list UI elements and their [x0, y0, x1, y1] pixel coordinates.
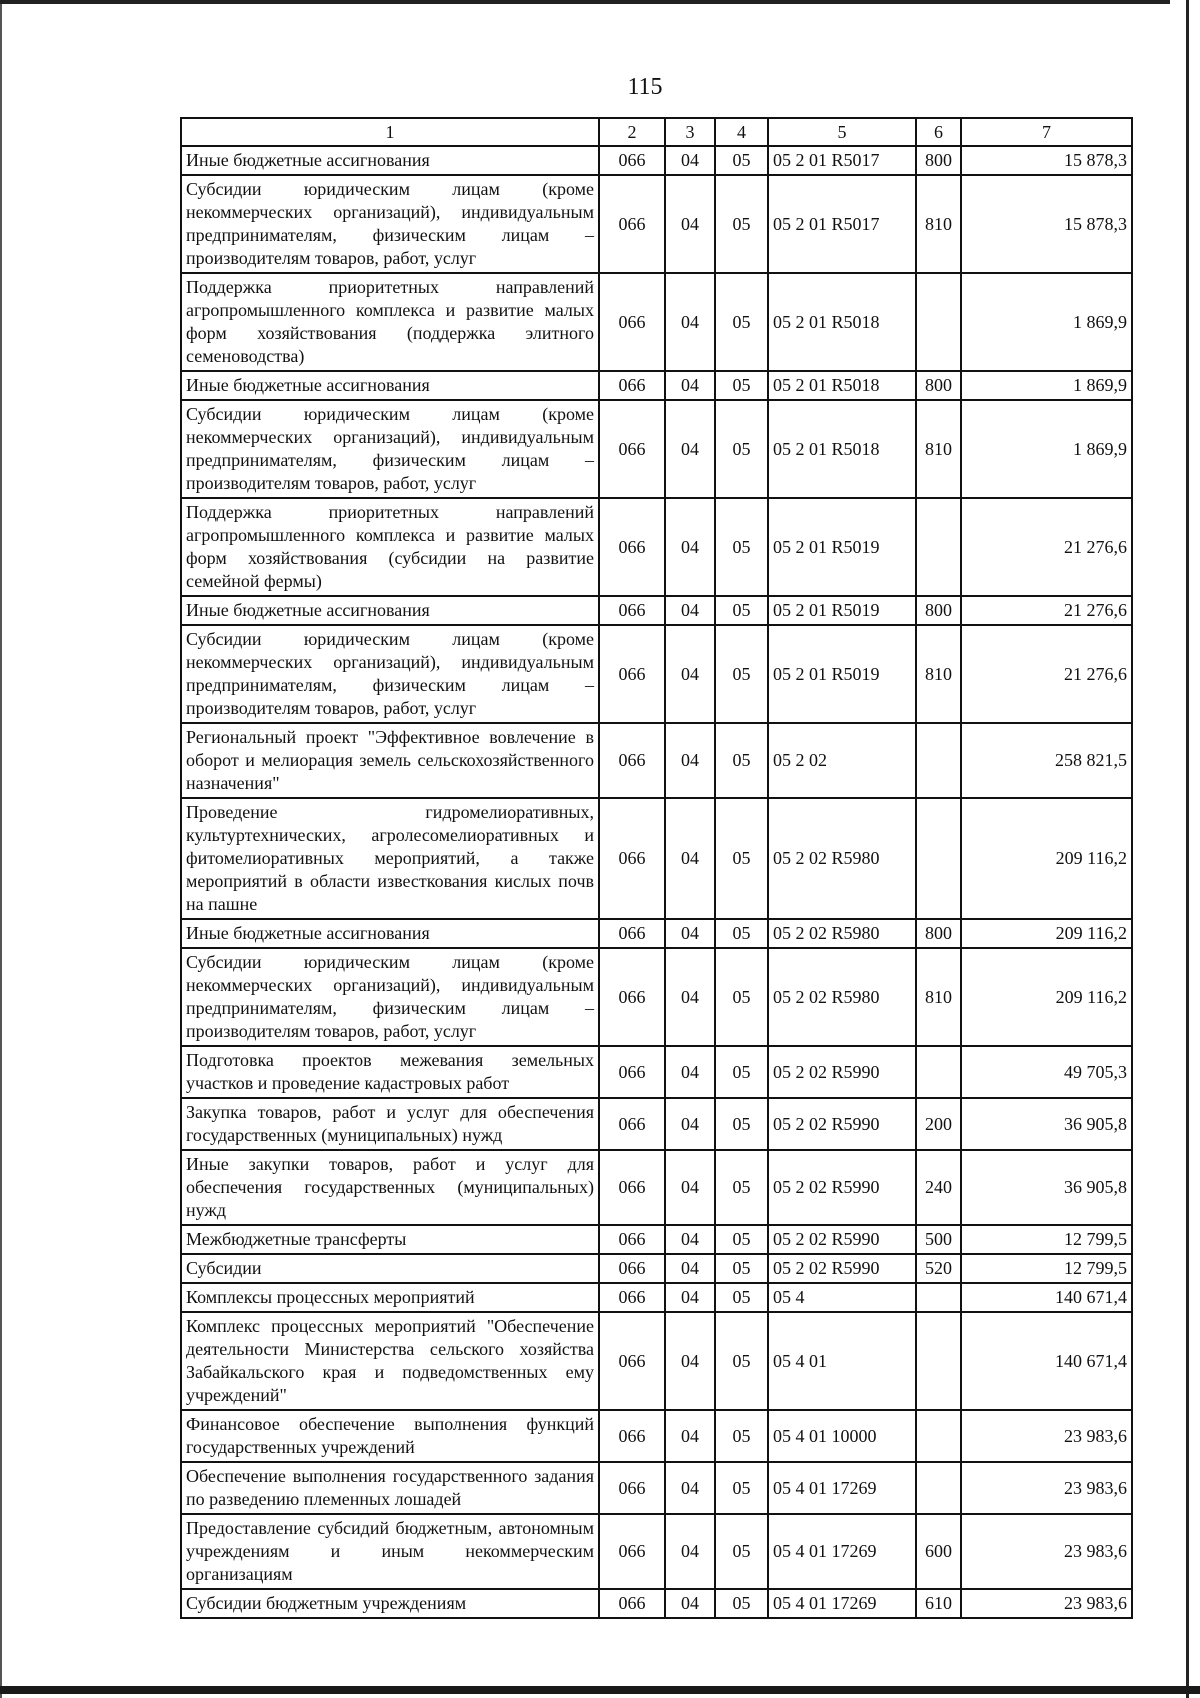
item-name-cell: Субсидии юридическим лицам (кроме некоммерческих организаций), индивидуальным предпринимателям, физическим лицам – производителям товаров, работ, услуг [181, 175, 599, 273]
item-name-cell: Региональный проект "Эффективное вовлечение в оборот и мелиорация земель сельскохозяйственного назначения" [181, 723, 599, 798]
expense-type-cell: 610 [916, 1589, 961, 1618]
table-row [181, 1150, 1132, 1225]
ministry-code-cell: 066 [599, 273, 665, 371]
ministry-code-cell: 066 [599, 1462, 665, 1514]
subsection-code-cell: 05 [715, 146, 768, 175]
section-code-cell: 04 [665, 1098, 715, 1150]
target-article-cell: 05 4 [768, 1283, 916, 1312]
subsection-code-cell: 05 [715, 1098, 768, 1150]
amount-cell: 1 869,9 [961, 400, 1132, 498]
item-name-cell: Иные бюджетные ассигнования [181, 596, 599, 625]
expense-type-cell [916, 1312, 961, 1410]
column-header: 4 [715, 118, 768, 146]
target-article-cell: 05 4 01 17269 [768, 1514, 916, 1589]
subsection-code-cell: 05 [715, 1514, 768, 1589]
ministry-code-cell: 066 [599, 1254, 665, 1283]
subsection-code-cell: 05 [715, 625, 768, 723]
table-row [181, 1514, 1132, 1589]
expense-type-cell: 810 [916, 625, 961, 723]
ministry-code-cell: 066 [599, 919, 665, 948]
table-row [181, 273, 1132, 371]
amount-cell: 209 116,2 [961, 798, 1132, 919]
item-name-cell: Иные закупки товаров, работ и услуг для обеспечения государственных (муниципальных) нужд [181, 1150, 599, 1225]
section-code-cell: 04 [665, 1254, 715, 1283]
target-article-cell: 05 2 01 R5019 [768, 625, 916, 723]
section-code-cell: 04 [665, 1150, 715, 1225]
item-name-cell: Подготовка проектов межевания земельных участков и проведение кадастровых работ [181, 1046, 599, 1098]
section-code-cell: 04 [665, 371, 715, 400]
item-name-cell: Комплекс процессных мероприятий "Обеспечение деятельности Министерства сельского хозяйства Забайкальского края и подведомственных ему учреждений" [181, 1312, 599, 1410]
expense-type-cell: 200 [916, 1098, 961, 1150]
target-article-cell: 05 2 02 R5990 [768, 1150, 916, 1225]
amount-cell: 15 878,3 [961, 175, 1132, 273]
column-header: 3 [665, 118, 715, 146]
ministry-code-cell: 066 [599, 1283, 665, 1312]
section-code-cell: 04 [665, 625, 715, 723]
subsection-code-cell: 05 [715, 596, 768, 625]
section-code-cell: 04 [665, 1046, 715, 1098]
ministry-code-cell: 066 [599, 723, 665, 798]
subsection-code-cell: 05 [715, 948, 768, 1046]
item-name-cell: Поддержка приоритетных направлений агропромышленного комплекса и развитие малых форм хозяйствования (субсидии на развитие семейной фермы) [181, 498, 599, 596]
table-row [181, 919, 1132, 948]
target-article-cell: 05 2 01 R5017 [768, 146, 916, 175]
target-article-cell: 05 2 01 R5018 [768, 273, 916, 371]
table-row [181, 723, 1132, 798]
section-code-cell: 04 [665, 498, 715, 596]
expense-type-cell: 800 [916, 371, 961, 400]
subsection-code-cell: 05 [715, 919, 768, 948]
table-row [181, 1225, 1132, 1254]
section-code-cell: 04 [665, 919, 715, 948]
item-name-cell: Субсидии [181, 1254, 599, 1283]
amount-cell: 36 905,8 [961, 1098, 1132, 1150]
expense-type-cell: 800 [916, 919, 961, 948]
expense-type-cell: 800 [916, 596, 961, 625]
amount-cell: 15 878,3 [961, 146, 1132, 175]
item-name-cell: Субсидии юридическим лицам (кроме некоммерческих организаций), индивидуальным предпринимателям, физическим лицам – производителям товаров, работ, услуг [181, 948, 599, 1046]
table-row [181, 175, 1132, 273]
column-header: 7 [961, 118, 1132, 146]
ministry-code-cell: 066 [599, 596, 665, 625]
section-code-cell: 04 [665, 1589, 715, 1618]
section-code-cell: 04 [665, 798, 715, 919]
subsection-code-cell: 05 [715, 1312, 768, 1410]
target-article-cell: 05 2 01 R5018 [768, 400, 916, 498]
subsection-code-cell: 05 [715, 1254, 768, 1283]
amount-cell: 23 983,6 [961, 1462, 1132, 1514]
target-article-cell: 05 2 02 R5990 [768, 1046, 916, 1098]
expense-type-cell [916, 798, 961, 919]
column-header: 2 [599, 118, 665, 146]
section-code-cell: 04 [665, 723, 715, 798]
table-row [181, 596, 1132, 625]
target-article-cell: 05 2 02 R5990 [768, 1225, 916, 1254]
section-code-cell: 04 [665, 596, 715, 625]
target-article-cell: 05 2 01 R5019 [768, 498, 916, 596]
target-article-cell: 05 4 01 17269 [768, 1589, 916, 1618]
column-header: 5 [768, 118, 916, 146]
amount-cell: 23 983,6 [961, 1514, 1132, 1589]
ministry-code-cell: 066 [599, 948, 665, 1046]
table-row [181, 1462, 1132, 1514]
table-row [181, 1098, 1132, 1150]
expense-type-cell [916, 498, 961, 596]
ministry-code-cell: 066 [599, 371, 665, 400]
amount-cell: 21 276,6 [961, 498, 1132, 596]
expense-type-cell [916, 1462, 961, 1514]
item-name-cell: Финансовое обеспечение выполнения функций государственных учреждений [181, 1410, 599, 1462]
expense-type-cell: 810 [916, 175, 961, 273]
item-name-cell: Комплексы процессных мероприятий [181, 1283, 599, 1312]
amount-cell: 12 799,5 [961, 1254, 1132, 1283]
expense-type-cell: 810 [916, 948, 961, 1046]
ministry-code-cell: 066 [599, 400, 665, 498]
section-code-cell: 04 [665, 175, 715, 273]
expense-type-cell: 240 [916, 1150, 961, 1225]
column-header: 1 [181, 118, 599, 146]
scan-edge-right [1186, 0, 1189, 1698]
table-row [181, 1589, 1132, 1618]
item-name-cell: Субсидии юридическим лицам (кроме некоммерческих организаций), индивидуальным предпринимателям, физическим лицам – производителям товаров, работ, услуг [181, 625, 599, 723]
target-article-cell: 05 2 01 R5019 [768, 596, 916, 625]
ministry-code-cell: 066 [599, 1589, 665, 1618]
item-name-cell: Обеспечение выполнения государственного задания по разведению племенных лошадей [181, 1462, 599, 1514]
target-article-cell: 05 4 01 [768, 1312, 916, 1410]
target-article-cell: 05 2 02 [768, 723, 916, 798]
section-code-cell: 04 [665, 948, 715, 1046]
subsection-code-cell: 05 [715, 273, 768, 371]
ministry-code-cell: 066 [599, 146, 665, 175]
subsection-code-cell: 05 [715, 1046, 768, 1098]
expense-type-cell: 600 [916, 1514, 961, 1589]
section-code-cell: 04 [665, 1410, 715, 1462]
subsection-code-cell: 05 [715, 1225, 768, 1254]
ministry-code-cell: 066 [599, 1046, 665, 1098]
item-name-cell: Иные бюджетные ассигнования [181, 919, 599, 948]
scan-edge-bottom [0, 1686, 1200, 1694]
amount-cell: 21 276,6 [961, 625, 1132, 723]
item-name-cell: Поддержка приоритетных направлений агропромышленного комплекса и развитие малых форм хозяйствования (поддержка элитного семеноводства) [181, 273, 599, 371]
section-code-cell: 04 [665, 1225, 715, 1254]
table-row [181, 625, 1132, 723]
section-code-cell: 04 [665, 1514, 715, 1589]
table-row [181, 1046, 1132, 1098]
amount-cell: 1 869,9 [961, 273, 1132, 371]
table-row [181, 371, 1132, 400]
target-article-cell: 05 2 02 R5980 [768, 948, 916, 1046]
ministry-code-cell: 066 [599, 798, 665, 919]
target-article-cell: 05 2 02 R5980 [768, 798, 916, 919]
expense-type-cell: 800 [916, 146, 961, 175]
expense-type-cell [916, 723, 961, 798]
table-row [181, 1312, 1132, 1410]
section-code-cell: 04 [665, 400, 715, 498]
subsection-code-cell: 05 [715, 1283, 768, 1312]
item-name-cell: Предоставление субсидий бюджетным, автономным учреждениям и иным некоммерческим организациям [181, 1514, 599, 1589]
table-row [181, 498, 1132, 596]
amount-cell: 1 869,9 [961, 371, 1132, 400]
target-article-cell: 05 4 01 10000 [768, 1410, 916, 1462]
amount-cell: 209 116,2 [961, 919, 1132, 948]
amount-cell: 23 983,6 [961, 1589, 1132, 1618]
amount-cell: 12 799,5 [961, 1225, 1132, 1254]
expense-type-cell [916, 273, 961, 371]
subsection-code-cell: 05 [715, 798, 768, 919]
ministry-code-cell: 066 [599, 1312, 665, 1410]
subsection-code-cell: 05 [715, 1150, 768, 1225]
table-row [181, 948, 1132, 1046]
subsection-code-cell: 05 [715, 498, 768, 596]
ministry-code-cell: 066 [599, 1150, 665, 1225]
amount-cell: 21 276,6 [961, 596, 1132, 625]
section-code-cell: 04 [665, 1462, 715, 1514]
item-name-cell: Иные бюджетные ассигнования [181, 146, 599, 175]
section-code-cell: 04 [665, 1283, 715, 1312]
scan-edge-left [0, 0, 2, 1698]
target-article-cell: 05 2 02 R5990 [768, 1098, 916, 1150]
amount-cell: 49 705,3 [961, 1046, 1132, 1098]
expense-type-cell: 520 [916, 1254, 961, 1283]
ministry-code-cell: 066 [599, 498, 665, 596]
budget-table [180, 117, 1133, 1619]
table-row [181, 400, 1132, 498]
subsection-code-cell: 05 [715, 371, 768, 400]
amount-cell: 258 821,5 [961, 723, 1132, 798]
table-row [181, 798, 1132, 919]
expense-type-cell: 500 [916, 1225, 961, 1254]
item-name-cell: Субсидии бюджетным учреждениям [181, 1589, 599, 1618]
ministry-code-cell: 066 [599, 1225, 665, 1254]
section-code-cell: 04 [665, 273, 715, 371]
subsection-code-cell: 05 [715, 400, 768, 498]
target-article-cell: 05 4 01 17269 [768, 1462, 916, 1514]
ministry-code-cell: 066 [599, 175, 665, 273]
target-article-cell: 05 2 02 R5990 [768, 1254, 916, 1283]
ministry-code-cell: 066 [599, 1514, 665, 1589]
scan-edge-top [0, 0, 1170, 4]
table-header-row [181, 118, 1132, 146]
expense-type-cell [916, 1283, 961, 1312]
amount-cell: 140 671,4 [961, 1312, 1132, 1410]
page-number: 115 [627, 74, 663, 100]
target-article-cell: 05 2 02 R5980 [768, 919, 916, 948]
expense-type-cell [916, 1046, 961, 1098]
section-code-cell: 04 [665, 146, 715, 175]
target-article-cell: 05 2 01 R5017 [768, 175, 916, 273]
table-row [181, 1410, 1132, 1462]
item-name-cell: Иные бюджетные ассигнования [181, 371, 599, 400]
amount-cell: 36 905,8 [961, 1150, 1132, 1225]
ministry-code-cell: 066 [599, 1410, 665, 1462]
expense-type-cell: 810 [916, 400, 961, 498]
item-name-cell: Проведение гидромелиоративных, культуртехнических, агролесомелиоративных и фитомелиоративных мероприятий, а также мероприятий в области известкования кислых почв на пашне [181, 798, 599, 919]
subsection-code-cell: 05 [715, 1589, 768, 1618]
amount-cell: 140 671,4 [961, 1283, 1132, 1312]
target-article-cell: 05 2 01 R5018 [768, 371, 916, 400]
subsection-code-cell: 05 [715, 1462, 768, 1514]
subsection-code-cell: 05 [715, 1410, 768, 1462]
item-name-cell: Закупка товаров, работ и услуг для обеспечения государственных (муниципальных) нужд [181, 1098, 599, 1150]
subsection-code-cell: 05 [715, 723, 768, 798]
amount-cell: 23 983,6 [961, 1410, 1132, 1462]
ministry-code-cell: 066 [599, 1098, 665, 1150]
item-name-cell: Межбюджетные трансферты [181, 1225, 599, 1254]
table-row [181, 1254, 1132, 1283]
table-body [181, 146, 1132, 1618]
item-name-cell: Субсидии юридическим лицам (кроме некоммерческих организаций), индивидуальным предпринимателям, физическим лицам – производителям товаров, работ, услуг [181, 400, 599, 498]
section-code-cell: 04 [665, 1312, 715, 1410]
subsection-code-cell: 05 [715, 175, 768, 273]
expense-type-cell [916, 1410, 961, 1462]
ministry-code-cell: 066 [599, 625, 665, 723]
table-row [181, 1283, 1132, 1312]
column-header: 6 [916, 118, 961, 146]
table-row [181, 146, 1132, 175]
amount-cell: 209 116,2 [961, 948, 1132, 1046]
